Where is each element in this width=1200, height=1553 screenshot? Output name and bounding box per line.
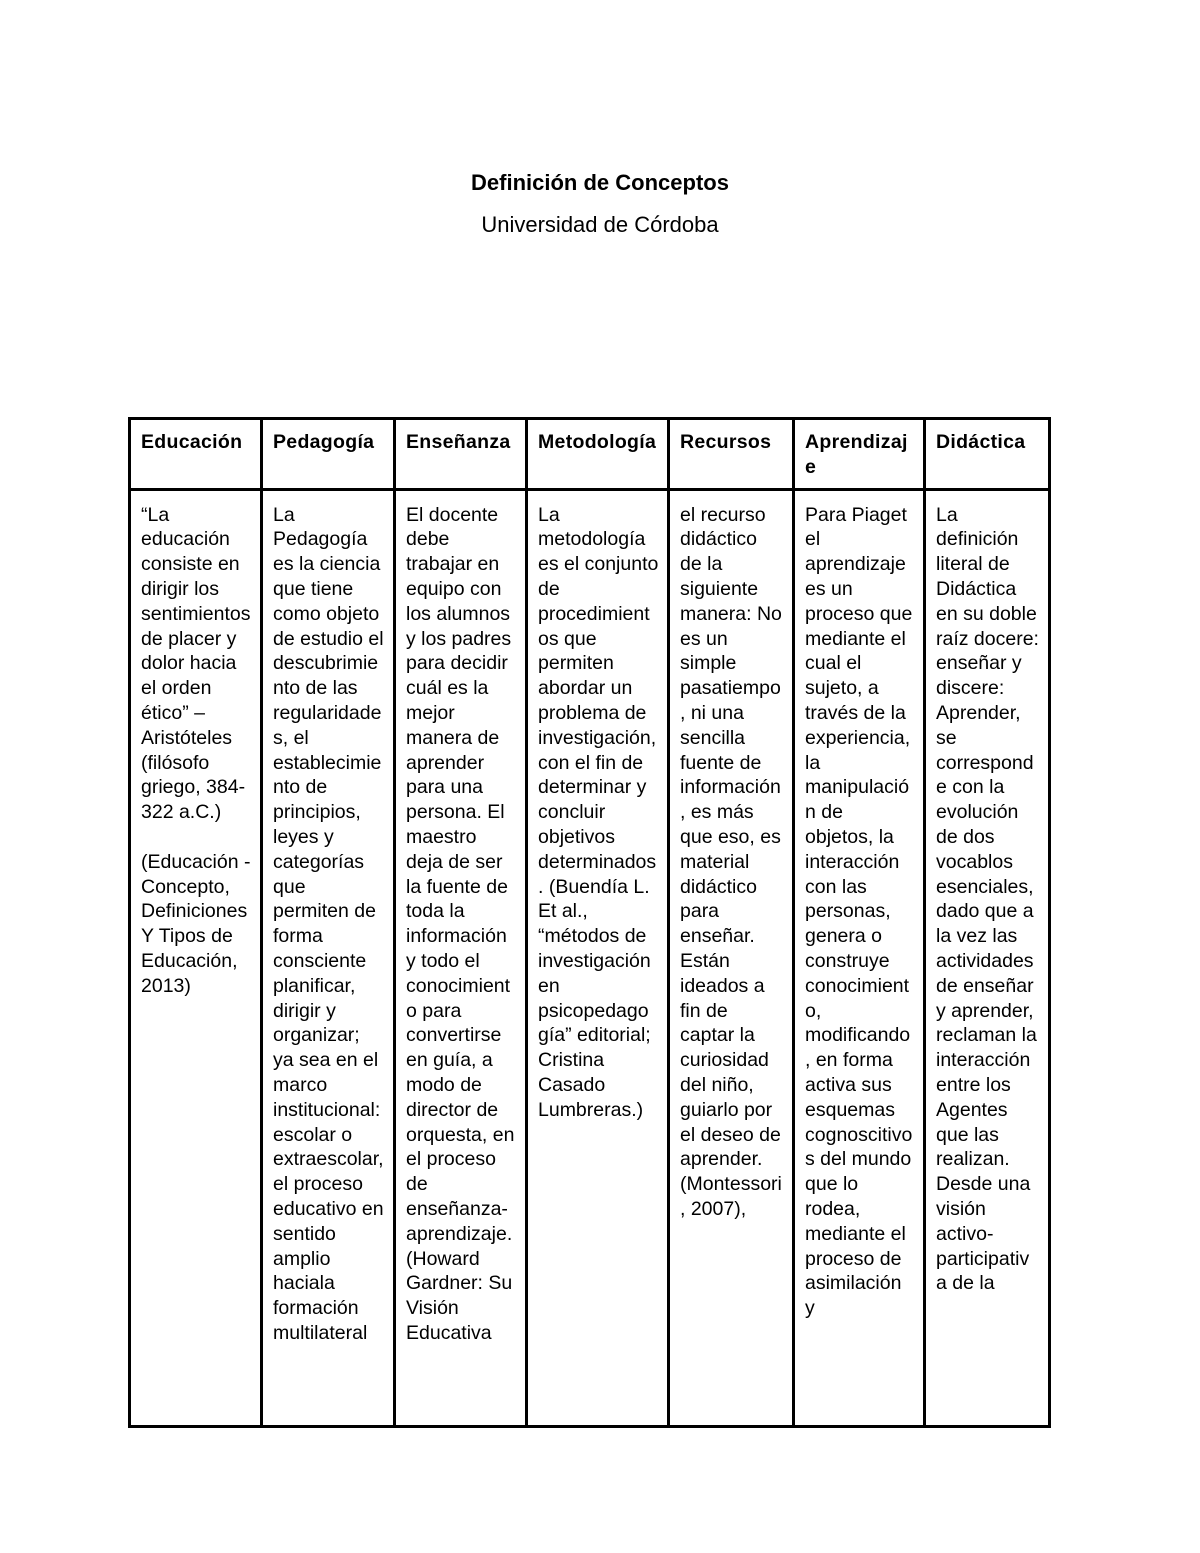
cell-ensenanza: El docente debe trabajar en equipo con los alumnos y los padres para decidir cuál es la mejor manera de aprender para una persona. El maestro deja de ser la fuente de toda la información y todo el conocimiento para convertirse en guía, a modo de director de orquesta, en el proceso de enseñanza-aprendizaje. (Howard Gardner: Su Visión Educativa [395, 489, 527, 1426]
header-pedagogia: Pedagogía [262, 419, 395, 490]
header-didactica: Didáctica [925, 419, 1050, 490]
concepts-table [128, 417, 1051, 1428]
document-title: Definición de Conceptos [471, 170, 729, 195]
cell-aprendizaje: Para Piaget el aprendizaje es un proceso que mediante el cual el sujeto, a través de la experiencia, la manipulación de objetos, la interacción con las personas, genera o construye conocimiento, modificando, en forma activa sus esquemas cognoscitivos del mundo que lo rodea, mediante el proceso de asimilación y [794, 489, 925, 1426]
header-ensenanza: Enseñanza [395, 419, 527, 490]
document-subtitle: Universidad de Córdoba [481, 212, 719, 237]
header-recursos: Recursos [669, 419, 794, 490]
header-aprendizaje: Aprendizaje [794, 419, 925, 490]
header-educacion: Educación [130, 419, 262, 490]
cell-recursos: el recurso didáctico de la siguiente manera: No es un simple pasatiempo, ni una sencilla fuente de información, es más que eso, es material didáctico para enseñar. Están ideados a fin de captar la curiosidad del niño, guiarlo por el deseo de aprender. (Montessori, 2007), [669, 489, 794, 1426]
cell-pedagogia: La Pedagogía es la ciencia que tiene como objeto de estudio el descubrimiento de las regularidades, el establecimiento de principios, leyes y categorías que permiten de forma consciente planificar, dirigir y organizar; ya sea en el marco institucional: escolar o extraescolar, el proceso educativo en sentido amplio haciala formación multilateral [262, 489, 395, 1426]
cell-didactica: La definición literal de Didáctica en su doble raíz docere: enseñar y discere: Aprender, se corresponde con la evolución de dos vocablos esenciales, dado que a la vez las actividades de enseñar y aprender, reclaman la interacción entre los Agentes que las realizan. Desde una visión activo-participativa de la [925, 489, 1050, 1426]
header-metodologia: Metodología [527, 419, 669, 490]
cell-educacion: “La educación consiste en dirigir los sentimientos de placer y dolor hacia el orden ético” – Aristóteles (filósofo griego, 384-322 a.C.) (Educación - Concepto, Definiciones Y Tipos de Educación, 2013) [130, 489, 262, 1426]
cell-metodologia: La metodología es el conjunto de procedimientos que permiten abordar un problema de investigación, con el fin de determinar y concluir objetivos determinados. (Buendía L. Et al., “métodos de investigación en psicopedagogía” editorial; Cristina Casado Lumbreras.) [527, 489, 669, 1426]
table-header-row [130, 419, 1050, 490]
table-row [130, 489, 1050, 1426]
